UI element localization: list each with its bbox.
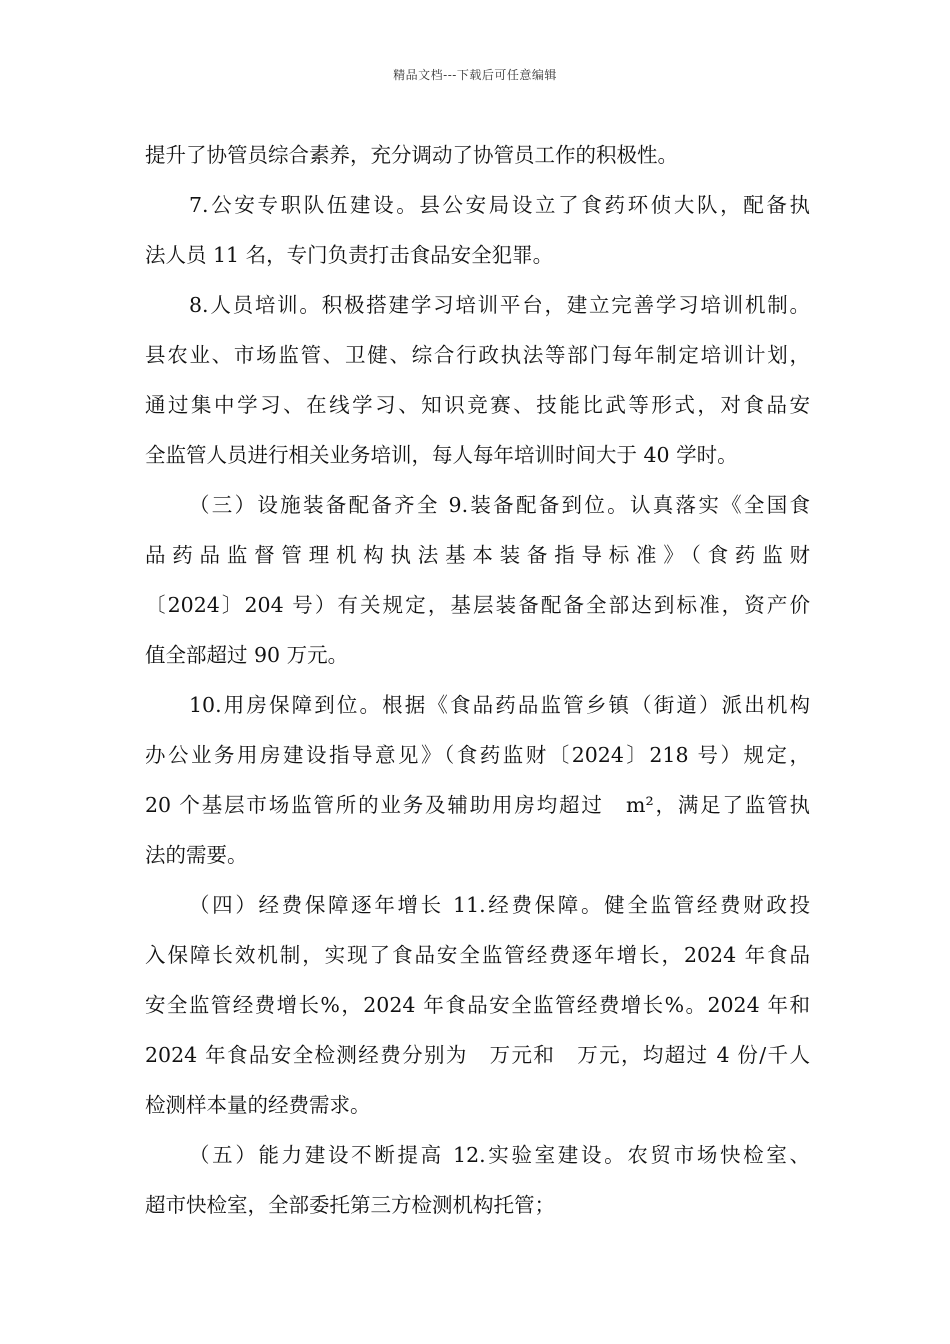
text-line: 品药品监督管理机构执法基本装备指导标准》（食药监财 <box>145 543 810 567</box>
text-line: 7.公安专职队伍建设。县公安局设立了食药环侦大队，配备执 <box>189 193 810 217</box>
text-line: （三）设施装备配备齐全 9.装备配备到位。认真落实《全国食 <box>189 493 810 517</box>
text-line: 10.用房保障到位。根据《食品药品监管乡镇（街道）派出机构 <box>189 693 810 717</box>
text-line: 8.人员培训。积极搭建学习培训平台，建立完善学习培训机制。 <box>189 293 810 317</box>
text-line: 安全监管经费增长%，2024 年食品安全监管经费增长%。2024 年和 <box>145 993 810 1017</box>
text-line: 20 个基层市场监管所的业务及辅助用房均超过 m²，满足了监管执 <box>145 793 810 817</box>
text-line: 通过集中学习、在线学习、知识竞赛、技能比武等形式，对食品安 <box>145 393 810 417</box>
page-header: 精品文档---下载后可任意编辑 <box>393 68 557 82</box>
text-line: （四）经费保障逐年增长 11.经费保障。健全监管经费财政投 <box>189 893 810 917</box>
text-line: 全监管人员进行相关业务培训，每人每年培训时间大于 40 学时。 <box>145 443 738 467</box>
text-line: 县农业、市场监管、卫健、综合行政执法等部门每年制定培训计划， <box>145 343 810 367</box>
text-line: 〔2024〕204 号）有关规定，基层装备配备全部达到标准，资产价 <box>145 593 810 617</box>
text-line: 法人员 11 名，专门负责打击食品安全犯罪。 <box>145 243 554 267</box>
text-line: 检测样本量的经费需求。 <box>145 1093 371 1117</box>
text-line: 法的需要。 <box>145 843 248 867</box>
text-line: 入保障长效机制，实现了食品安全监管经费逐年增长，2024 年食品 <box>145 943 810 967</box>
text-line: 值全部超过 90 万元。 <box>145 643 349 667</box>
text-line: 办公业务用房建设指导意见》（食药监财〔2024〕218 号）规定， <box>145 743 810 767</box>
document-body <box>145 130 810 1230</box>
text-line: （五）能力建设不断提高 12.实验室建设。农贸市场快检室、 <box>189 1143 810 1167</box>
text-line: 超市快检室，全部委托第三方检测机构托管； <box>145 1193 555 1217</box>
text-line: 2024 年食品安全检测经费分别为 万元和 万元，均超过 4 份/千人 <box>145 1043 810 1067</box>
text-line: 提升了协管员综合素养，充分调动了协管员工作的积极性。 <box>145 143 678 167</box>
